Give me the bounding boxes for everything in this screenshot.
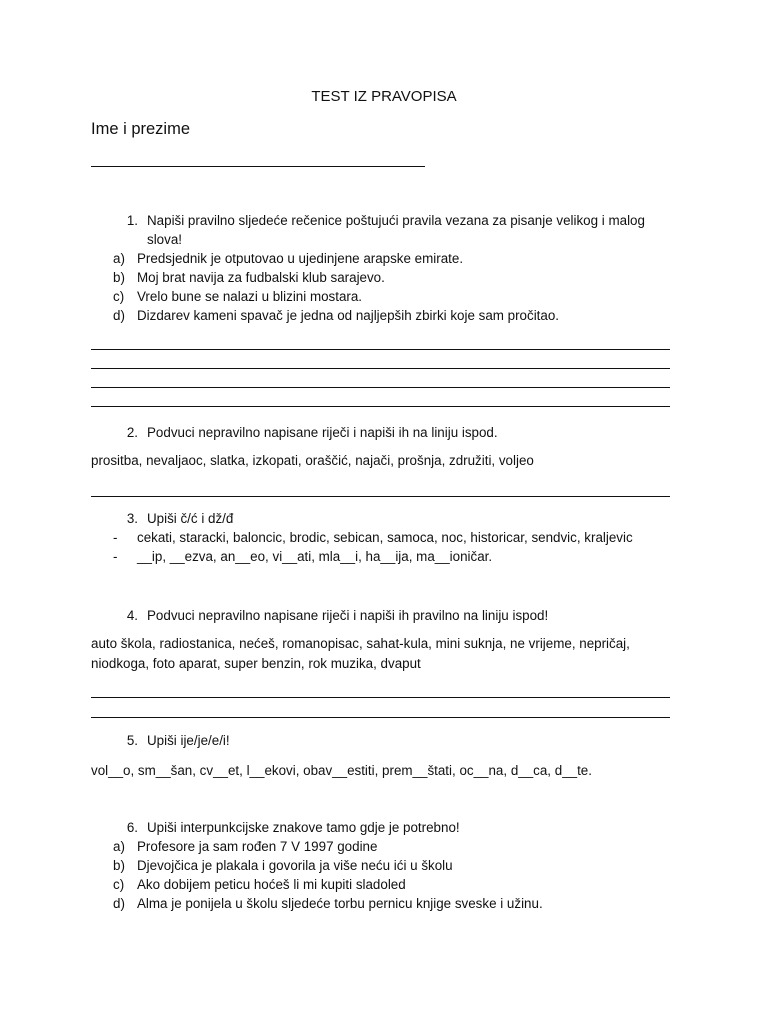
list-item: b) Moj brat navija za fudbalski klub sarajevo. bbox=[113, 270, 385, 285]
question-number: 1. bbox=[126, 213, 138, 228]
question-number: 6. bbox=[126, 820, 138, 835]
question-text: Podvuci nepravilno napisane riječi i napiši ih na liniju ispod. bbox=[147, 425, 498, 440]
answer-line bbox=[91, 717, 670, 718]
question-number: 2. bbox=[126, 425, 138, 440]
answer-line bbox=[91, 368, 670, 369]
question-text: Upiši ije/je/e/i! bbox=[147, 733, 230, 748]
list-item: d) Alma je ponijela u školu sljedeće torbu pernicu knjige sveske i užinu. bbox=[113, 896, 543, 911]
answer-line bbox=[91, 406, 670, 407]
page-title: TEST IZ PRAVOPISA bbox=[311, 88, 457, 105]
question-text: Upiši č/ć i dž/đ bbox=[147, 511, 234, 526]
word-list: auto škola, radiostanica, nećeš, romanopisac, sahat-kula, mini suknja, ne vrijeme, nepričaj, niodkoga, foto aparat, super benzin, rok muzika, dvaput bbox=[91, 636, 630, 671]
word-list: prositba, nevaljaoc, slatka, izkopati, oraščić, najači, prošnja, združiti, voljeo bbox=[91, 453, 534, 468]
question-number: 3. bbox=[126, 511, 138, 526]
list-item: - cekati, staracki, baloncic, brodic, sebican, samoca, noc, historicar, sendvic, kraljevic bbox=[113, 530, 633, 545]
answer-line bbox=[91, 349, 670, 350]
list-item: a) Profesore ja sam rođen 7 V 1997 godine bbox=[113, 839, 378, 854]
list-item: c) Vrelo bune se nalazi u blizini mostara. bbox=[113, 289, 363, 304]
question-6 bbox=[91, 818, 681, 913]
name-label: Ime i prezime bbox=[91, 120, 191, 138]
name-answer-line bbox=[91, 166, 425, 167]
list-item: - __ip, __ezva, an__eo, vi__ati, mla__i, ha__ija, ma__ioničar. bbox=[113, 549, 493, 564]
list-item: d) Dizdarev kameni spavač je jedna od najljepših zbirki koje sam pročitao. bbox=[113, 308, 560, 323]
question-5 bbox=[91, 731, 681, 750]
question-text: Upiši interpunkcijske znakove tamo gdje je potrebno! bbox=[147, 820, 460, 835]
list-item: a) Predsjednik je otputovao u ujedinjene arapske emirate. bbox=[113, 251, 464, 266]
answer-line bbox=[91, 387, 670, 388]
question-3 bbox=[91, 509, 681, 566]
question-text: Podvuci nepravilno napisane riječi i napiši ih pravilno na liniju ispod! bbox=[147, 608, 549, 623]
question-2 bbox=[91, 423, 681, 442]
question-4 bbox=[91, 606, 681, 625]
answer-line bbox=[91, 496, 670, 497]
question-text: Napiši pravilno sljedeće rečenice poštujući pravila vezana za pisanje velikog i malog slova! bbox=[147, 213, 645, 247]
question-number: 5. bbox=[126, 733, 138, 748]
answer-line bbox=[91, 697, 670, 698]
question-number: 4. bbox=[126, 608, 138, 623]
word-list: vol__o, sm__šan, cv__et, l__ekovi, obav__estiti, prem__štati, oc__na, d__ca, d__te. bbox=[91, 763, 592, 778]
question-1 bbox=[91, 211, 681, 325]
list-item: c) Ako dobijem peticu hoćeš li mi kupiti sladoled bbox=[113, 877, 406, 892]
list-item: b) Djevojčica je plakala i govorila ja više neću ići u školu bbox=[113, 858, 453, 873]
